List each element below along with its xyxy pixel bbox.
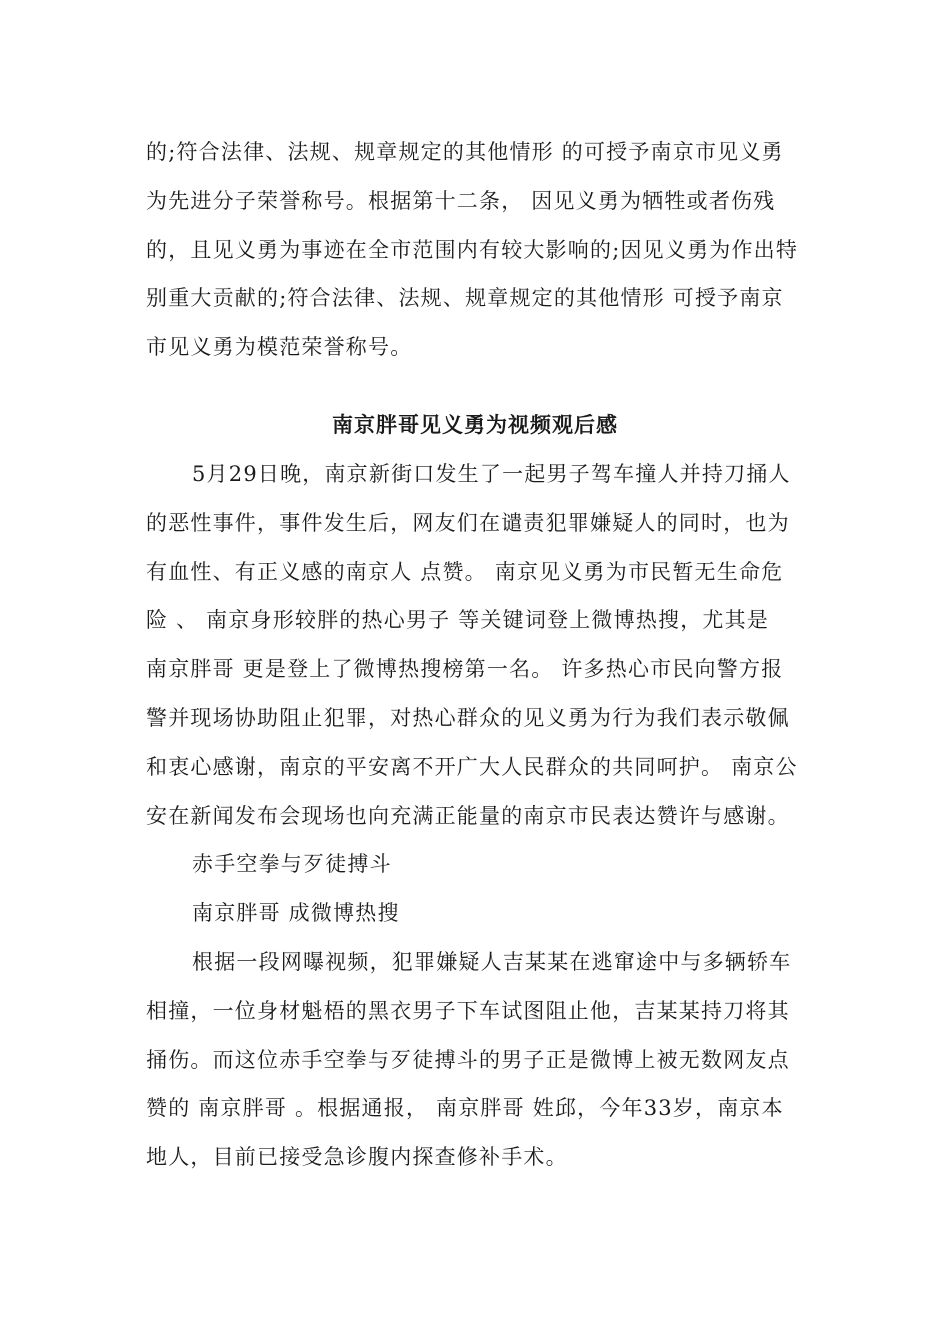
text-line: 别重大贡献的;符合法律、法规、规章规定的其他情形 可授予南京	[146, 286, 784, 311]
subheading: 赤手空拳与歹徒搏斗	[192, 852, 392, 877]
text-line: 的;符合法律、法规、规章规定的其他情形 的可授予南京市见义勇	[146, 140, 784, 164]
text-line: 为先进分子荣誉称号。根据第十二条， 因见义勇为牺牲或者伤残	[146, 188, 776, 213]
text-line: 南京胖哥 更是登上了微博热搜榜第一名。 许多热心市民向警方报	[146, 657, 784, 682]
text-line: 警并现场协助阻止犯罪，对热心群众的见义勇为行为我们表示敬佩	[146, 705, 790, 730]
text-line: 根据一段网曝视频，犯罪嫌疑人吉某某在逃窜途中与多辆轿车	[192, 949, 792, 974]
text-line: 的恶性事件，事件发生后，网友们在谴责犯罪嫌疑人的同时，也为	[146, 510, 790, 535]
text-line: 安在新闻发布会现场也向充满正能量的南京市民表达赞许与感谢。	[146, 803, 790, 828]
text-line: 险 、 南京身形较胖的热心男子 等关键词登上微博热搜，尤其是	[146, 608, 770, 633]
article-body	[146, 450, 806, 1182]
text-line: 相撞，一位身材魁梧的黑衣男子下车试图阻止他，吉某某持刀将其	[146, 998, 790, 1023]
top-paragraph	[146, 128, 806, 372]
text-line: 有血性、有正义感的南京人 点赞。 南京见义勇为市民暂无生命危	[146, 559, 784, 584]
text-line: 赞的 南京胖哥 。根据通报， 南京胖哥 姓邱，今年33岁，南京本	[146, 1096, 784, 1121]
text-line: 捅伤。而这位赤手空拳与歹徒搏斗的男子正是微博上被无数网友点	[146, 1047, 790, 1072]
article-title: 南京胖哥见义勇为视频观后感	[332, 412, 618, 437]
text-line: 5月29日晚，南京新街口发生了一起男子驾车撞人并持刀捅人	[192, 462, 791, 486]
subheading: 南京胖哥 成微博热搜	[192, 901, 400, 926]
text-line: 市见义勇为模范荣誉称号。	[146, 335, 413, 360]
text-line: 地人，目前已接受急诊腹内探查修补手术。	[146, 1145, 568, 1170]
text-line: 和衷心感谢，南京的平安离不开广大人民群众的共同呵护。 南京公	[146, 754, 798, 779]
text-line: 的，且见义勇为事迹在全市范围内有较大影响的;因见义勇为作出特	[146, 237, 799, 262]
